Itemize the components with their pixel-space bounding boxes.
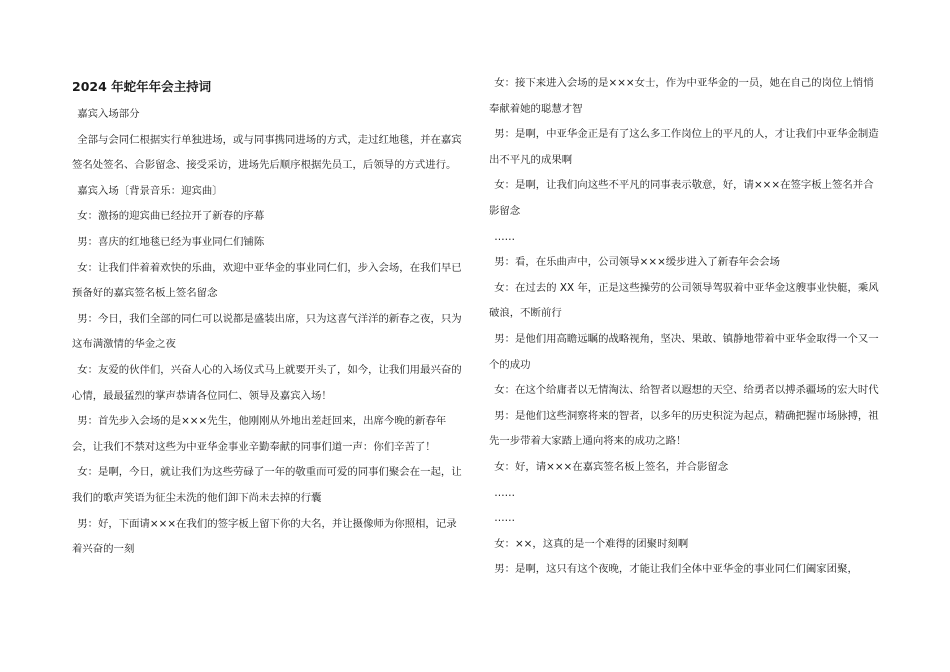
paragraph: 男：是他们用高瞻远瞩的战略视角，坚决、果敢、镇静地带着中亚华金取得一个又一个的成功 xyxy=(489,332,879,371)
paragraph: 女：让我们伴着着欢快的乐曲，欢迎中亚华金的事业同仁们，步入会场，在我们早已预备好的嘉宾签名板上签名留念 xyxy=(72,261,462,300)
paragraph: 女：激扬的迎宾曲已经拉开了新春的序幕 xyxy=(77,210,265,223)
paragraph: 男：是啊，这只有这个夜晚，才能让我们全体中亚华金的事业同仁们阖家团聚， xyxy=(494,563,858,576)
paragraph: 男：首先步入会场的是×××先生，他刚刚从外地出差赶回来，出席今晚的新春年会，让我们不禁对这些为中亚华金事业辛勤奉献的同事们道一声：你们辛苦了！ xyxy=(72,415,447,453)
right-column xyxy=(489,71,881,583)
paragraph: 全部与会同仁根据实行单独进场，或与同事携同进场的方式，走过红地毯，并在嘉宾签名处签名、合影留念、接受采访，进场先后顺序根据先员工，后领导的方式进行。 xyxy=(72,133,462,172)
paragraph: …… xyxy=(494,230,515,243)
paragraph: …… xyxy=(494,486,515,499)
paragraph: 嘉宾入场部分 xyxy=(77,108,140,120)
paragraph: 女：好，请×××在嘉宾签名板上签名，并合影留念 xyxy=(494,460,729,473)
paragraph: 女：接下来进入会场的是×××女士，作为中亚华金的一员，她在自己的岗位上悄悄奉献着她的聪慧才智 xyxy=(489,77,874,115)
paragraph: 女：是啊，让我们向这些不平凡的同事表示敬意，好，请×××在签字板上签名并合影留念 xyxy=(489,179,874,217)
paragraph: 男：是他们这些洞察将来的智者，以多年的历史积淀为起点，精确把握市场脉搏，祖先一步带着大家踏上通向将来的成功之路！ xyxy=(489,409,879,448)
paragraph: 女：是啊，今日，就让我们为这些劳碌了一年的敬重而可爱的同事们聚会在一起，让我们的歌声笑语为征尘未洗的他们卸下尚未去掉的行囊 xyxy=(72,466,462,504)
paragraph: 嘉宾入场〔背景音乐：迎宾曲〕 xyxy=(77,184,223,197)
paragraph: …… xyxy=(494,512,515,525)
paragraph: 男：好，下面请×××在我们的签字板上留下你的大名，并让摄像师为你照相，记录着兴奋的一刻 xyxy=(72,517,457,556)
paragraph: 男：今日，我们全部的同仁可以说都是盛装出席，只为这喜气洋洋的新春之夜，只为这布满激情的华金之夜 xyxy=(72,312,462,351)
document-title: 2024 年蛇年年会主持词 xyxy=(72,79,212,94)
paragraph: 女：××，这真的是一个难得的团聚时刻啊 xyxy=(494,537,689,550)
paragraph: 女：在过去的 XX 年，正是这些操劳的公司领导驾驭着中亚华金这艘事业快艇，乘风破浪，不断前行 xyxy=(489,281,879,320)
paragraph: 男：是啊，中亚华金正是有了这么多工作岗位上的平凡的人，才让我们中亚华金制造出不平凡的成果啊 xyxy=(489,128,879,166)
paragraph: 男：看，在乐曲声中，公司领导×××缓步进入了新春年会会场 xyxy=(494,256,781,269)
paragraph: 女：在这个给庸者以无情淘汰、给智者以遐想的天空、给勇者以搏杀疆场的宏大时代 xyxy=(494,384,879,397)
paragraph: 男：喜庆的红地毯已经为事业同仁们铺陈 xyxy=(77,235,265,248)
left-column xyxy=(72,76,464,563)
paragraph: 女：友爱的伙伴们，兴奋人心的入场仪式马上就要开头了，如今，让我们用最兴奋的心情，最最猛烈的掌声恭请各位同仁、领导及嘉宾入场！ xyxy=(72,363,462,402)
